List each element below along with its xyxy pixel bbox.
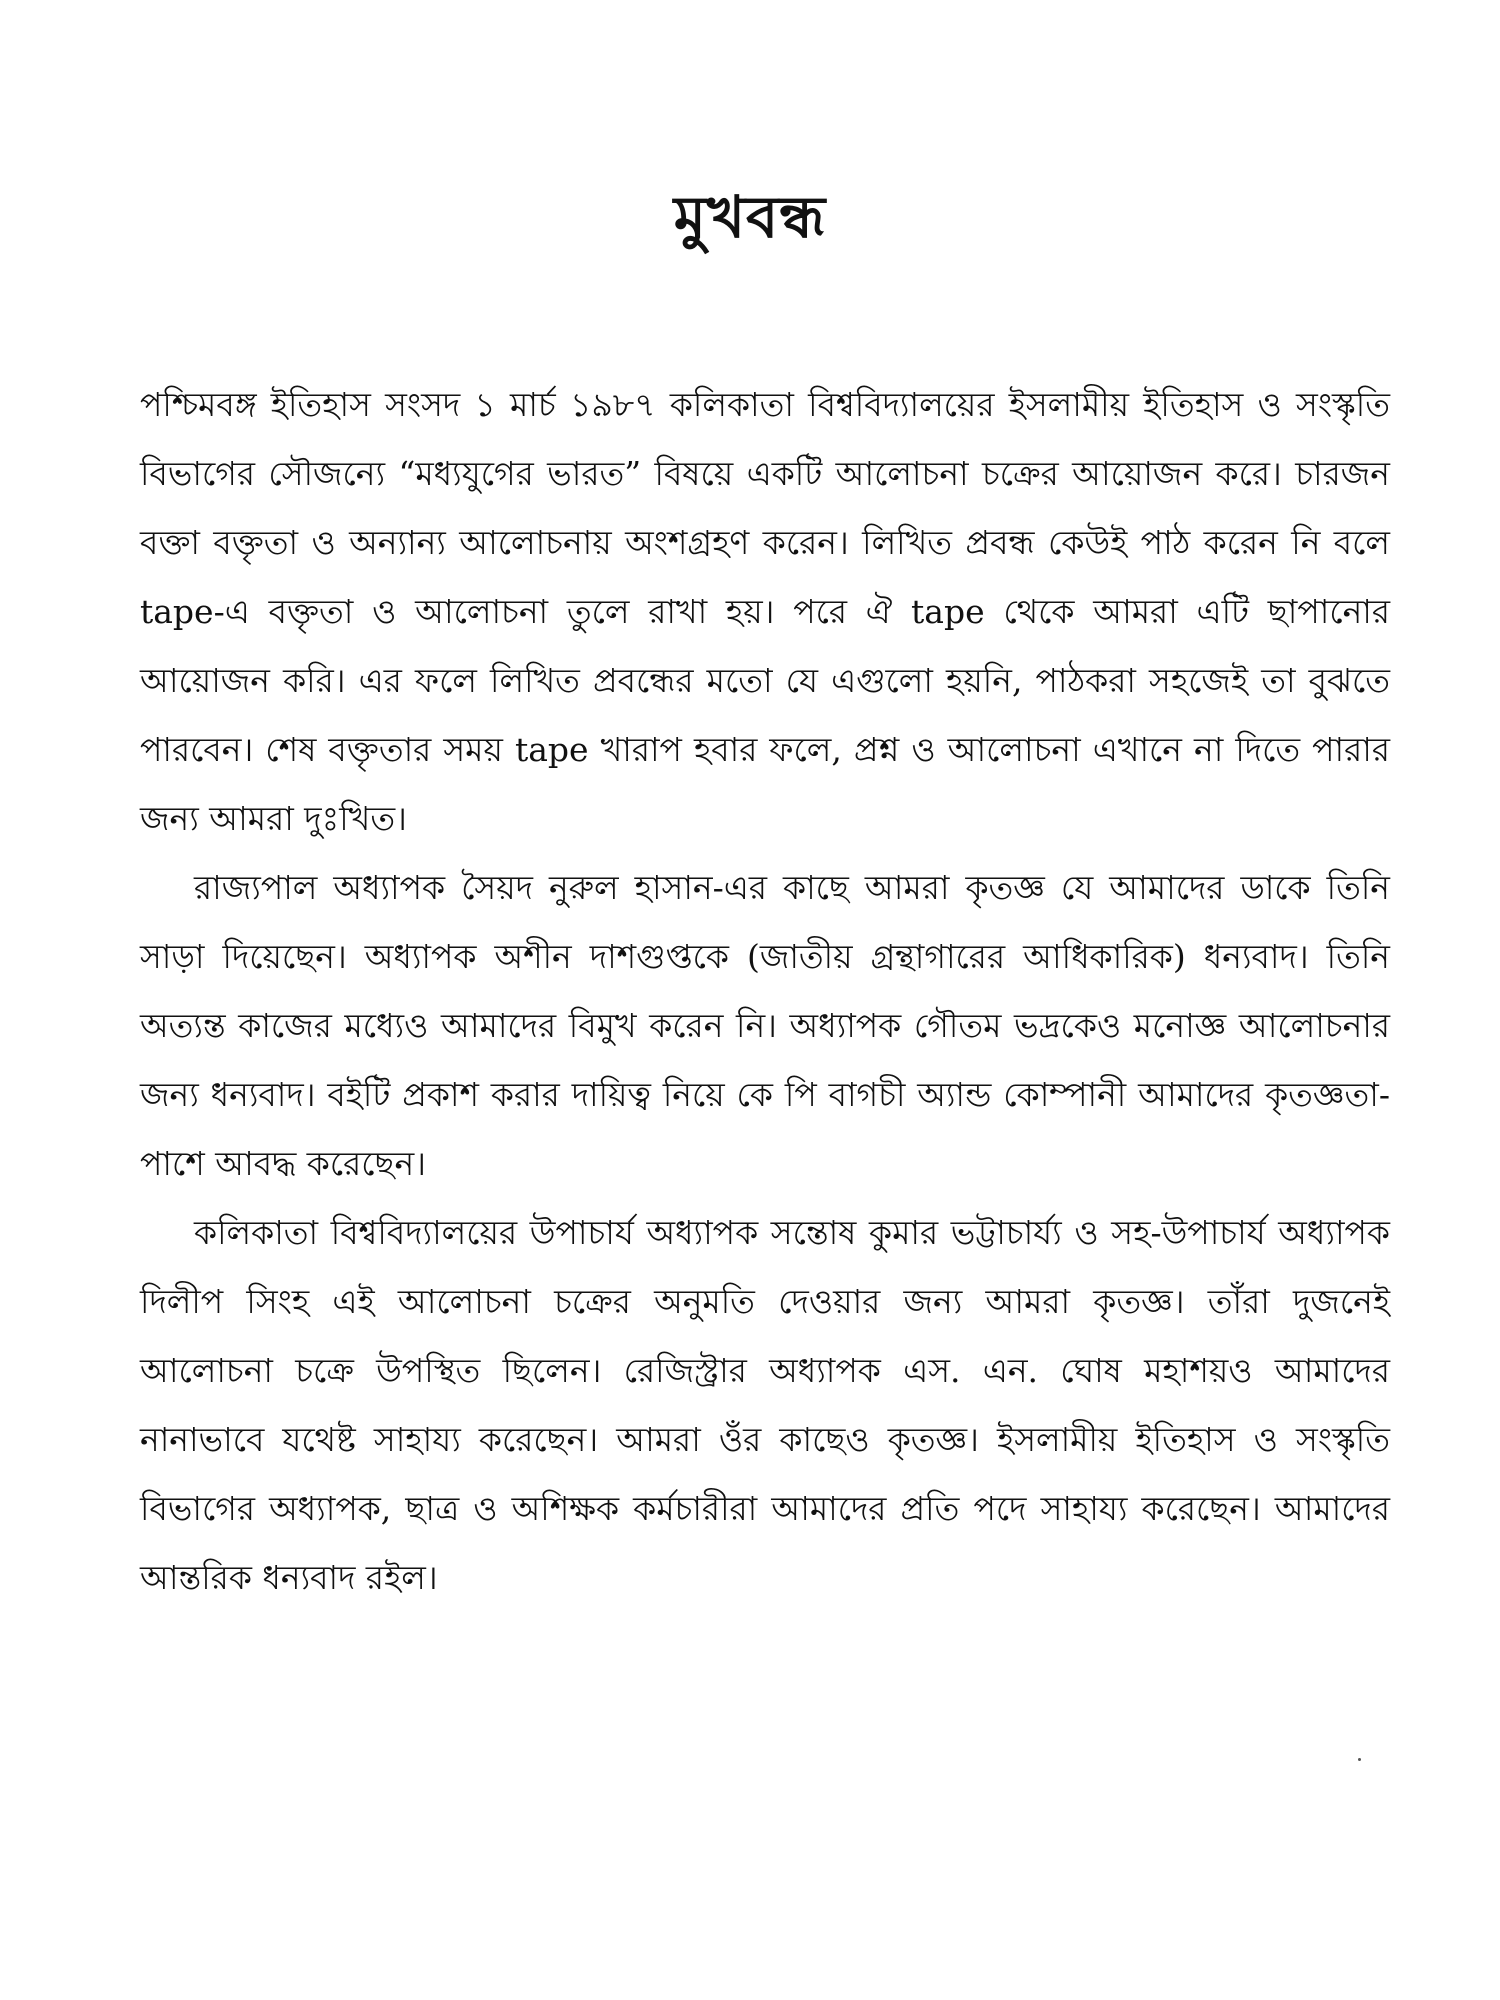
preface-body: [140, 370, 1390, 1612]
page-title: মুখবন্ধ: [673, 182, 827, 251]
paragraph-3: কলিকাতা বিশ্ববিদ্যালয়ের উপাচার্য অধ্যাপক সন্তোষ কুমার ভট্টাচার্য্য ও সহ-উপাচার্য অধ্যাপক দিলীপ সিংহ এই আলোচনা চক্রের অনুমতি দেওয়ার জন্য আমরা কৃতজ্ঞ। তাঁরা দুজনেই আলোচনা চক্রে উপস্থিত ছিলেন। রেজিস্ট্রার অধ্যাপক এস. এন. ঘোষ মহাশয়ও আমাদের নানাভাবে যথেষ্ট সাহায্য করেছেন। আমরা ওঁর কাছেও কৃতজ্ঞ। ইসলামীয় ইতিহাস ও সংস্কৃতি বিভাগের অধ্যাপক, ছাত্র ও অশিক্ষক কর্মচারীরা আমাদের প্রতি পদে সাহায্য করেছেন। আমাদের আন্তরিক ধন্যবাদ রইল।: [140, 1213, 1390, 1597]
paragraph-2: রাজ্যপাল অধ্যাপক সৈয়দ নুরুল হাসান-এর কাছে আমরা কৃতজ্ঞ যে আমাদের ডাকে তিনি সাড়া দিয়েছেন। অধ্যাপক অশীন দাশগুপ্তকে (জাতীয় গ্রন্থাগারের আধিকারিক) ধন্যবাদ। তিনি অত্যন্ত কাজের মধ্যেও আমাদের বিমুখ করেন নি। অধ্যাপক গৌতম ভদ্রকেও মনোজ্ঞ আলোচনার জন্য ধন্যবাদ। বইটি প্রকাশ করার দায়িত্ব নিয়ে কে পি বাগচী অ্যান্ড কোম্পানী আমাদের কৃতজ্ঞতা- পাশে আবদ্ধ করেছেন।: [140, 868, 1390, 1183]
scan-speck: [1358, 1758, 1361, 1761]
paragraph-1: পশ্চিমবঙ্গ ইতিহাস সংসদ ১ মার্চ ১৯৮৭ কলিকাতা বিশ্ববিদ্যালয়ের ইসলামীয় ইতিহাস ও সংস্কৃতি বিভাগের সৌজন্যে “মধ্যযুগের ভারত” বিষয়ে একটি আলোচনা চক্রের আয়োজন করে। চারজন বক্তা বক্তৃতা ও অন্যান্য আলোচনায় অংশগ্রহণ করেন। লিখিত প্রবন্ধ কেউই পাঠ করেন নি বলে tape-এ বক্তৃতা ও আলোচনা তুলে রাখা হয়। পরে ঐ tape থেকে আমরা এটি ছাপানোর আয়োজন করি। এর ফলে লিখিত প্রবন্ধের মতো যে এগুলো হয়নি, পাঠকরা সহজেই তা বুঝতে পারবেন। শেষ বক্তৃতার সময় tape খারাপ হবার ফলে, প্রশ্ন ও আলোচনা এখানে না দিতে পারার জন্য আমরা দুঃখিত।: [140, 385, 1390, 838]
